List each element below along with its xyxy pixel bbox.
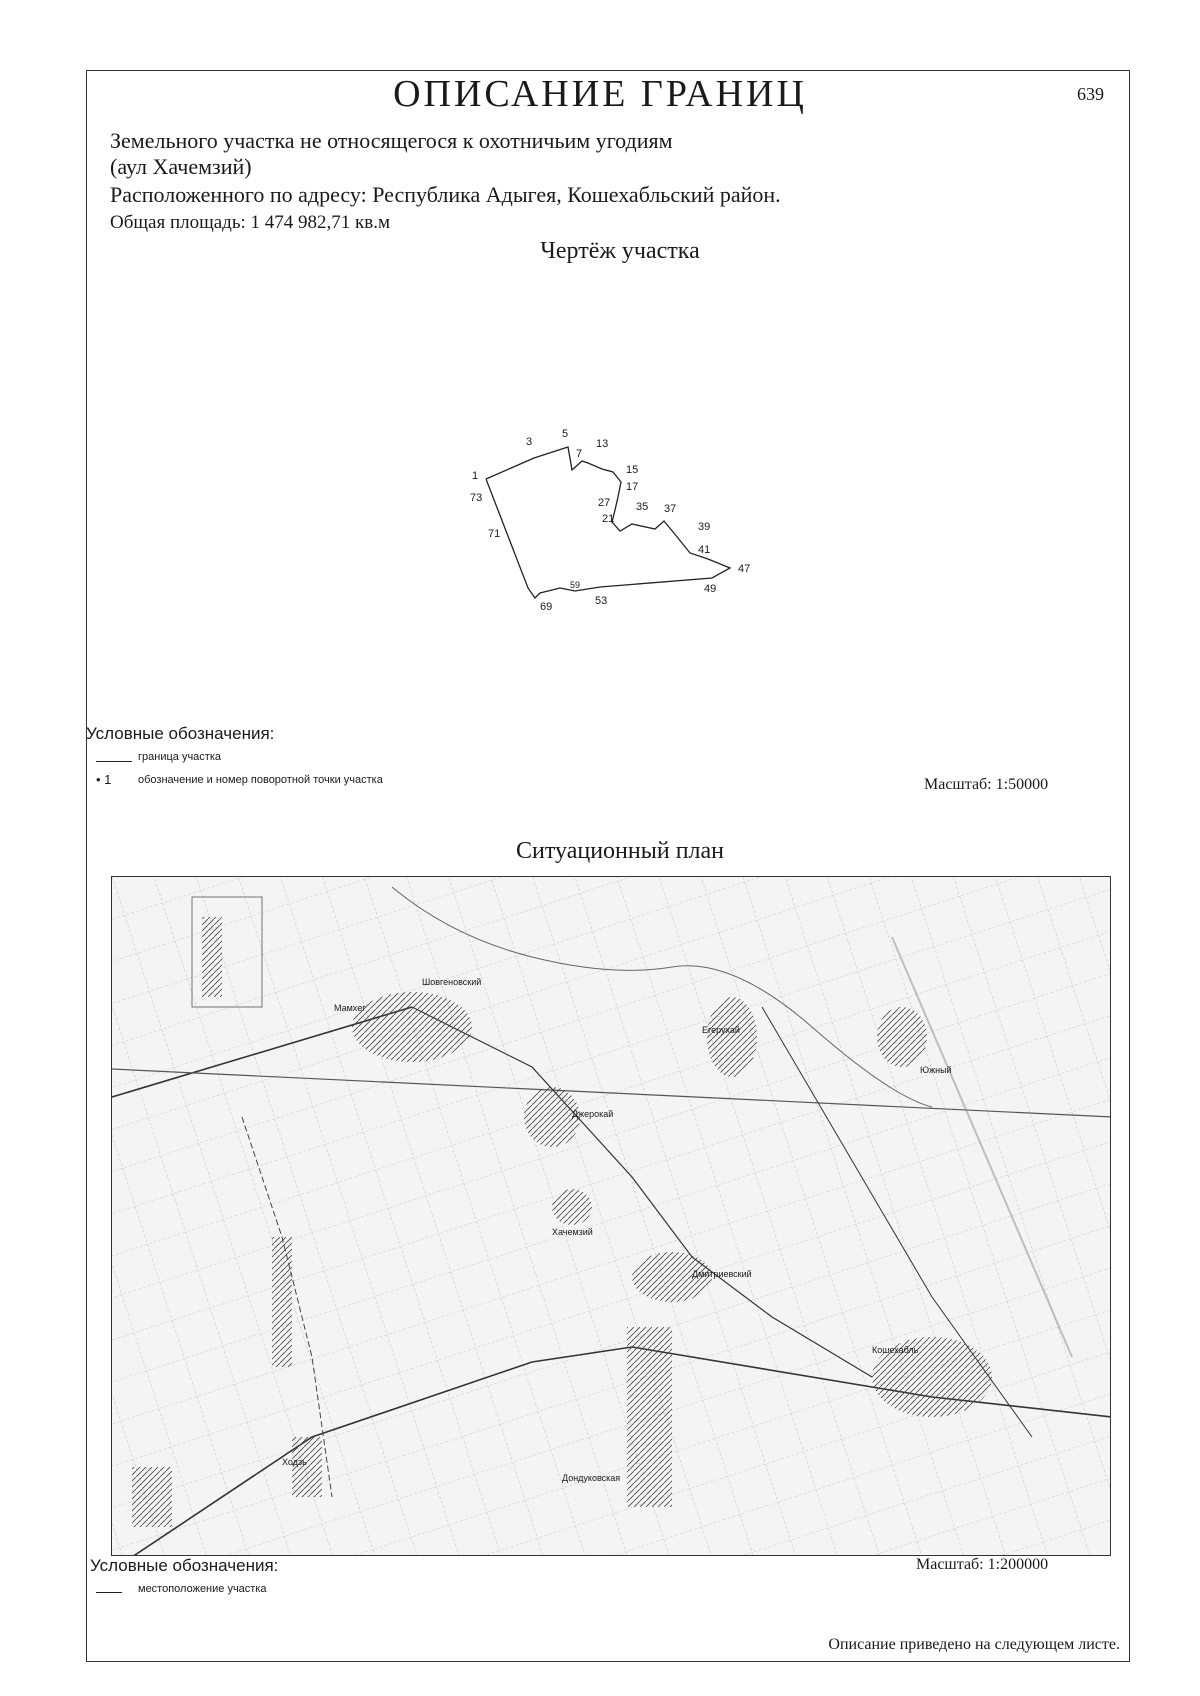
map-label: Южный [920, 1065, 952, 1075]
point-label: 15 [626, 464, 639, 476]
point-label: 53 [595, 595, 608, 607]
info-line-2: (аул Хачемзий) [110, 154, 252, 179]
scale-plan: Масштаб: 1:200000 [916, 1556, 1049, 1573]
point-label: 71 [488, 528, 501, 540]
legend-boundary: граница участка [138, 751, 221, 763]
point-label: 69 [540, 601, 553, 613]
point-label: 1 [472, 470, 479, 482]
map-label: Дондуковская [562, 1473, 621, 1483]
legend-heading: Условные обозначения: [86, 724, 275, 743]
point-label: 7 [576, 448, 583, 460]
map-label: Мамхег [334, 1003, 366, 1013]
map-label: Кошехабль [872, 1345, 919, 1355]
parcel-boundary [486, 447, 730, 598]
point-marker-number: 1 [104, 772, 112, 787]
map-label: Ходзь [282, 1457, 307, 1467]
point-label: 41 [698, 544, 711, 556]
plan-title: Ситуационный план [515, 838, 725, 864]
situational-map [111, 876, 1111, 1556]
point-label: 39 [698, 521, 711, 533]
point-label: 59 [570, 580, 581, 590]
point-marker-symbol: • 1 [96, 772, 112, 787]
map-label: Дмитриевский [692, 1269, 752, 1279]
info-line-4: Общая площадь: 1 474 982,71 кв.м [110, 212, 390, 233]
location-line-symbol [96, 1592, 122, 1593]
map-label: Егерухай [702, 1025, 740, 1035]
drawing-title: Чертёж участка [540, 238, 700, 264]
boundary-line-symbol [96, 761, 132, 762]
page-number: 639 [1077, 84, 1104, 104]
point-label: 13 [596, 438, 609, 450]
scale-drawing: Масштаб: 1:50000 [924, 776, 1049, 793]
point-label: 5 [562, 428, 569, 440]
point-label: 35 [636, 501, 649, 513]
map-label: Хачемзий [552, 1227, 593, 1237]
legend-point: обозначение и номер поворотной точки участка [138, 774, 383, 786]
point-label: 47 [738, 563, 751, 575]
page-title: ОПИСАНИЕ ГРАНИЦ [393, 73, 807, 115]
point-label: 3 [526, 436, 533, 448]
point-label: 17 [626, 481, 639, 493]
parcel-drawing [440, 420, 740, 620]
footer-note: Описание приведено на следующем листе. [828, 1636, 1120, 1653]
point-label: 73 [470, 492, 483, 504]
legend-location: местоположение участка [138, 1583, 267, 1595]
point-label: 21 [602, 513, 615, 525]
info-line-3: Расположенного по адресу: Республика Адыгея, Кошехабльский район. [110, 182, 781, 207]
point-label: 37 [664, 503, 677, 515]
map-label: Джерокай [572, 1109, 614, 1119]
legend2-heading: Условные обозначения: [90, 1556, 279, 1575]
point-label: 49 [704, 583, 717, 595]
point-label: 27 [598, 497, 611, 509]
map-label: Шовгеновский [422, 977, 482, 987]
info-line-1: Земельного участка не относящегося к охотничьим угодиям [110, 128, 673, 153]
